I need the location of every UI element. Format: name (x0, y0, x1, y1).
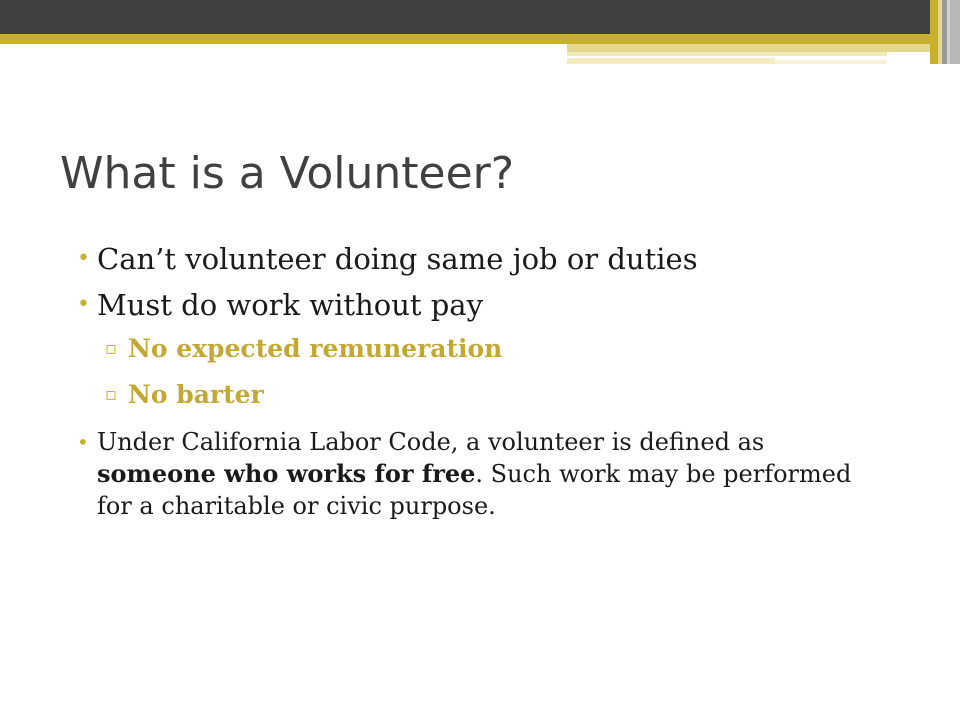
sub-bullet-text: No expected remuneration (128, 334, 503, 363)
definition-emphasis: someone who works for free (97, 459, 476, 488)
header-dark-bar (0, 0, 960, 34)
header-light-band (567, 52, 887, 56)
sub-bullet-marker: ▫ (105, 384, 118, 405)
sub-bullet-item (77, 380, 877, 410)
header-light-band (567, 44, 930, 52)
header-edge-stripe (950, 0, 960, 64)
definition-text: . Such work may be performed for a charitable or civic purpose. (97, 460, 852, 520)
slide-title: What is a Volunteer? (60, 148, 515, 199)
sub-bullet-text: No barter (128, 380, 264, 409)
header-gold-band (0, 34, 930, 44)
definition-text: Under California Labor Code, a volunteer is defined as (97, 428, 765, 456)
header-light-band (567, 58, 775, 64)
header-light-band (775, 60, 887, 64)
header-edge-stripe (930, 0, 938, 64)
sub-bullet-marker: ▫ (105, 338, 118, 359)
definition-bullet (77, 426, 877, 522)
sub-bullet-item (77, 334, 877, 364)
bullet-item: • Must do work without pay (77, 288, 877, 322)
slide-body (77, 242, 877, 534)
bullet-item: • Can’t volunteer doing same job or duties (77, 242, 877, 276)
